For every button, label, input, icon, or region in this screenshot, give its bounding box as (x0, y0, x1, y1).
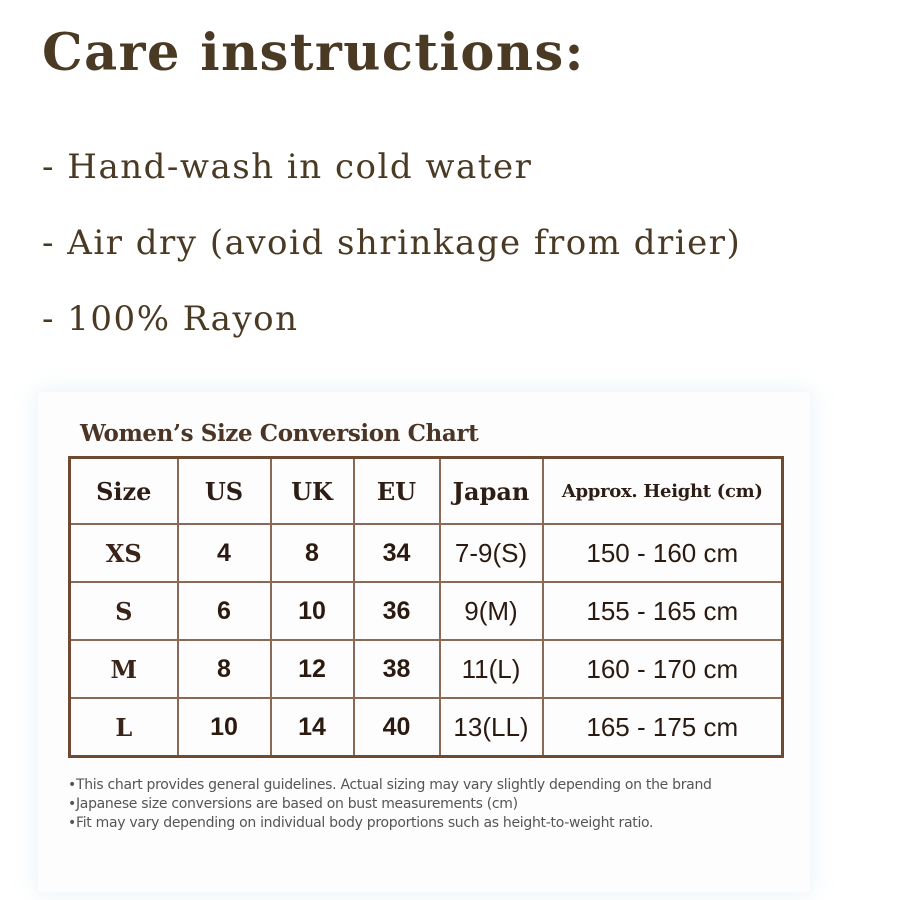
cell-us: 10 (178, 698, 271, 757)
note-guidelines: •This chart provides general guidelines. Actual sizing may vary slightly depending on the brand (68, 777, 712, 793)
table-row (70, 582, 783, 640)
header-size: Size (70, 458, 178, 525)
size-chart-title: Women’s Size Conversion Chart (80, 420, 479, 447)
cell-uk: 10 (271, 582, 354, 640)
care-list (42, 142, 741, 370)
cell-size: S (70, 582, 178, 640)
cell-height: 160 - 170 cm (543, 640, 783, 698)
cell-us: 8 (178, 640, 271, 698)
care-item-dry: - Air dry (avoid shrinkage from drier) (42, 223, 742, 263)
table-row (70, 698, 783, 757)
size-chart-card (38, 392, 810, 892)
cell-japan: 9(M) (440, 582, 543, 640)
cell-japan: 13(LL) (440, 698, 543, 757)
cell-eu: 38 (354, 640, 440, 698)
size-chart-notes (68, 776, 712, 833)
cell-eu: 40 (354, 698, 440, 757)
cell-height: 155 - 165 cm (543, 582, 783, 640)
cell-japan: 11(L) (440, 640, 543, 698)
note-japanese-sizes: •Japanese size conversions are based on bust measurements (cm) (68, 796, 518, 812)
table-header-row (70, 458, 783, 525)
cell-size: M (70, 640, 178, 698)
care-item-material: - 100% Rayon (42, 299, 299, 339)
cell-us: 6 (178, 582, 271, 640)
cell-japan: 7-9(S) (440, 524, 543, 582)
cell-size: XS (70, 524, 178, 582)
cell-height: 165 - 175 cm (543, 698, 783, 757)
cell-eu: 36 (354, 582, 440, 640)
header-us: US (178, 458, 271, 525)
cell-eu: 34 (354, 524, 440, 582)
header-height: Approx. Height (cm) (543, 458, 783, 525)
header-uk: UK (271, 458, 354, 525)
cell-us: 4 (178, 524, 271, 582)
cell-uk: 14 (271, 698, 354, 757)
cell-size: L (70, 698, 178, 757)
cell-uk: 12 (271, 640, 354, 698)
table-row (70, 640, 783, 698)
care-item-wash: - Hand-wash in cold water (42, 147, 533, 187)
cell-uk: 8 (271, 524, 354, 582)
care-title: Care instructions: (42, 23, 586, 83)
size-conversion-table (68, 456, 784, 758)
header-eu: EU (354, 458, 440, 525)
care-instructions (42, 23, 862, 339)
table-row (70, 524, 783, 582)
header-japan: Japan (440, 458, 543, 525)
cell-height: 150 - 160 cm (543, 524, 783, 582)
note-fit: •Fit may vary depending on individual body proportions such as height-to-weight ratio. (68, 815, 654, 831)
